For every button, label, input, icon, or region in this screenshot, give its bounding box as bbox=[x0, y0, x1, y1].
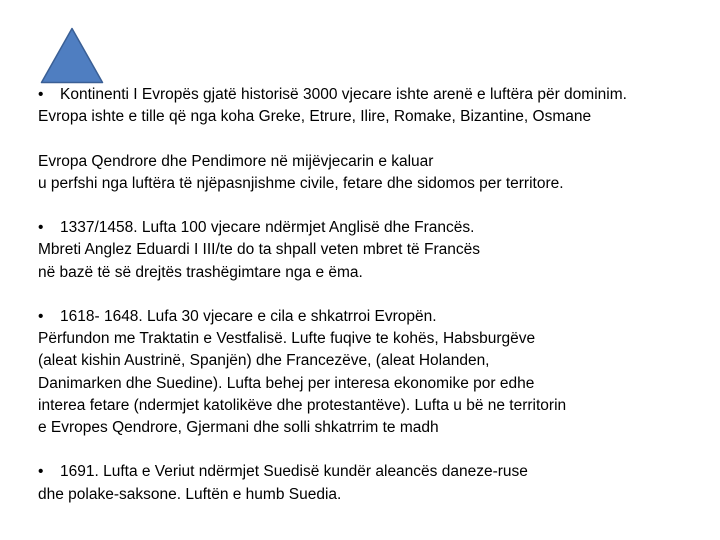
text-line: dhe polake-saksone. Luftën e humb Suedia. bbox=[38, 485, 342, 503]
bullet-dot: • bbox=[38, 86, 44, 103]
text-line: në bazë të së drejtës trashëgimtare nga e ëma. bbox=[38, 263, 363, 281]
bullet-text: Kontinenti I Evropës gjatë historisë 3000 vjecare ishte arenë e luftëra për dominim. bbox=[60, 86, 627, 103]
text-line: Danimarken dhe Suedine). Lufta behej per interesa ekonomike por edhe bbox=[38, 374, 535, 392]
bullet-item bbox=[38, 217, 708, 239]
slide-body bbox=[38, 84, 708, 506]
text-line: Mbreti Anglez Eduardi I III/te do ta shpall veten mbret të Francës bbox=[38, 241, 480, 259]
triangle-shape bbox=[40, 27, 104, 84]
bullet-item bbox=[38, 84, 708, 106]
text-line: (aleat kishin Austrinë, Spanjën) dhe Francezëve, (aleat Holanden, bbox=[38, 352, 490, 370]
bullet-dot: • bbox=[38, 219, 44, 237]
text-line: u perfshi nga luftëra të njëpasnjishme civile, fetare dhe sidomos per territore. bbox=[38, 174, 564, 192]
bullet-dot: • bbox=[38, 463, 44, 481]
text-line: interea fetare (ndermjet katolikëve dhe protestantëve). Lufta u bë ne territorin bbox=[38, 396, 567, 414]
text-line: Evropa Qendrore dhe Pendimore në mijëvjecarin e kaluar bbox=[38, 152, 434, 170]
bullet-item bbox=[38, 306, 708, 328]
text-line: Përfundon me Traktatin e Vestfalisë. Lufte fuqive te kohës, Habsburgëve bbox=[38, 330, 536, 348]
bullet-item bbox=[38, 461, 708, 483]
bullet-text: 1337/1458. Lufta 100 vjecare ndërmjet Anglisë dhe Francës. bbox=[60, 219, 475, 237]
bullet-text: 1691. Lufta e Veriut ndërmjet Suedisë kundër aleancës daneze-ruse bbox=[60, 463, 528, 481]
text-line: e Evropes Qendrore, Gjermani dhe solli shkatrrim te madh bbox=[38, 419, 439, 436]
text-line: Evropa ishte e tille që nga koha Greke, Etrure, Ilire, Romake, Bizantine, Osmane bbox=[38, 108, 592, 126]
bullet-dot: • bbox=[38, 307, 44, 325]
bullet-text: 1618- 1648. Lufa 30 vjecare e cila e shkatrroi Evropën. bbox=[60, 307, 437, 325]
